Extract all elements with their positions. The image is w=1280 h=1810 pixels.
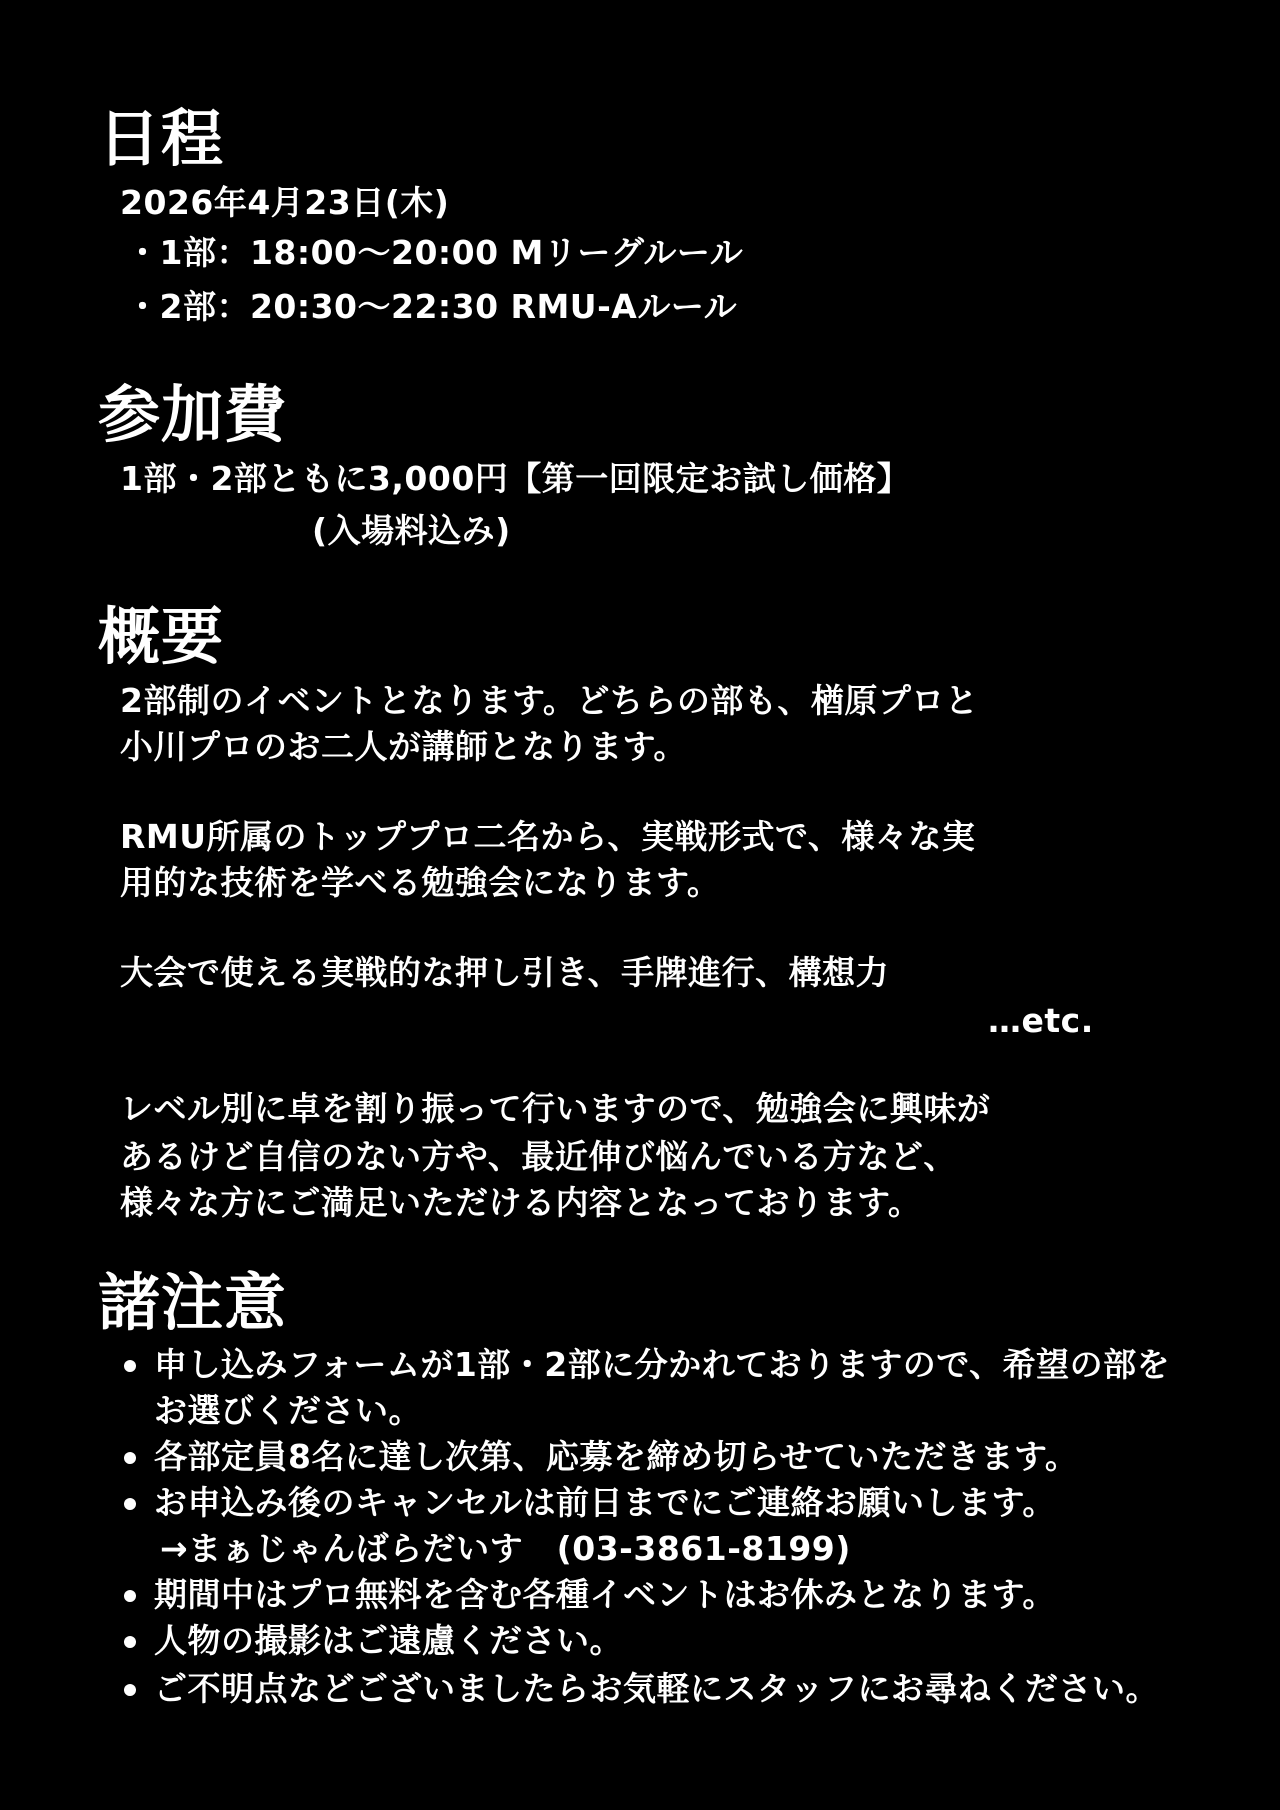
notes-heading: 諸注意 bbox=[98, 1266, 288, 1339]
overview-p2-line1: RMU所属のトッププロ二名から、実戦形式で、様々な実 bbox=[120, 817, 976, 856]
fee-heading: 参加費 bbox=[98, 378, 288, 451]
bullet-icon bbox=[124, 1498, 136, 1510]
note-item1-line2: お選びください。 bbox=[154, 1391, 422, 1430]
note-item4: 期間中はプロ無料を含む各種イベントはお休みとなります。 bbox=[154, 1575, 1056, 1614]
schedule-part2: ・2部：20:30〜22:30 RMU-Aルール bbox=[126, 287, 738, 326]
overview-p4-line2: あるけど自信のない方や、最近伸び悩んでいる方など、 bbox=[120, 1137, 957, 1176]
bullet-icon bbox=[124, 1452, 136, 1464]
bullet-icon bbox=[124, 1636, 136, 1648]
note-item3-line2: →まぁじゃんばらだいす (03-3861-8199) bbox=[160, 1529, 851, 1568]
overview-p3-line2: …etc. bbox=[988, 1001, 1094, 1040]
overview-p4-line1: レベル別に卓を割り振って行いますので、勉強会に興味が bbox=[120, 1089, 991, 1128]
bullet-icon bbox=[124, 1360, 136, 1372]
overview-heading: 概要 bbox=[98, 600, 225, 673]
note-item1-line1: 申し込みフォームが1部・2部に分かれておりますので、希望の部を bbox=[154, 1345, 1171, 1384]
fee-line2: (入場料込み) bbox=[312, 511, 511, 550]
overview-p4-line3: 様々な方にご満足いただける内容となっております。 bbox=[120, 1183, 922, 1222]
overview-p2-line2: 用的な技術を学べる勉強会になります。 bbox=[120, 863, 721, 902]
note-item6: ご不明点などございましたらお気軽にスタッフにお尋ねください。 bbox=[154, 1669, 1159, 1708]
overview-p1-line2: 小川プロのお二人が講師となります。 bbox=[120, 727, 687, 766]
bullet-icon bbox=[124, 1684, 136, 1696]
overview-p1-line1: 2部制のイベントとなります。どちらの部も、楢原プロと bbox=[120, 681, 979, 720]
note-item3-line1: お申込み後のキャンセルは前日までにご連絡お願いします。 bbox=[154, 1483, 1056, 1522]
overview-p3-line1: 大会で使える実戦的な押し引き、手牌進行、構想力 bbox=[120, 953, 890, 992]
schedule-part1: ・1部：18:00〜20:00 Mリーグルール bbox=[126, 233, 744, 272]
fee-line1: 1部・2部ともに3,000円【第一回限定お試し価格】 bbox=[120, 459, 911, 498]
bullet-icon bbox=[124, 1590, 136, 1602]
schedule-date: 2026年4月23日(木) bbox=[120, 183, 450, 222]
note-item5: 人物の撮影はご遠慮ください。 bbox=[154, 1621, 623, 1660]
note-item2: 各部定員8名に達し次第、応募を締め切らせていただきます。 bbox=[154, 1437, 1079, 1476]
schedule-heading: 日程 bbox=[98, 102, 225, 175]
